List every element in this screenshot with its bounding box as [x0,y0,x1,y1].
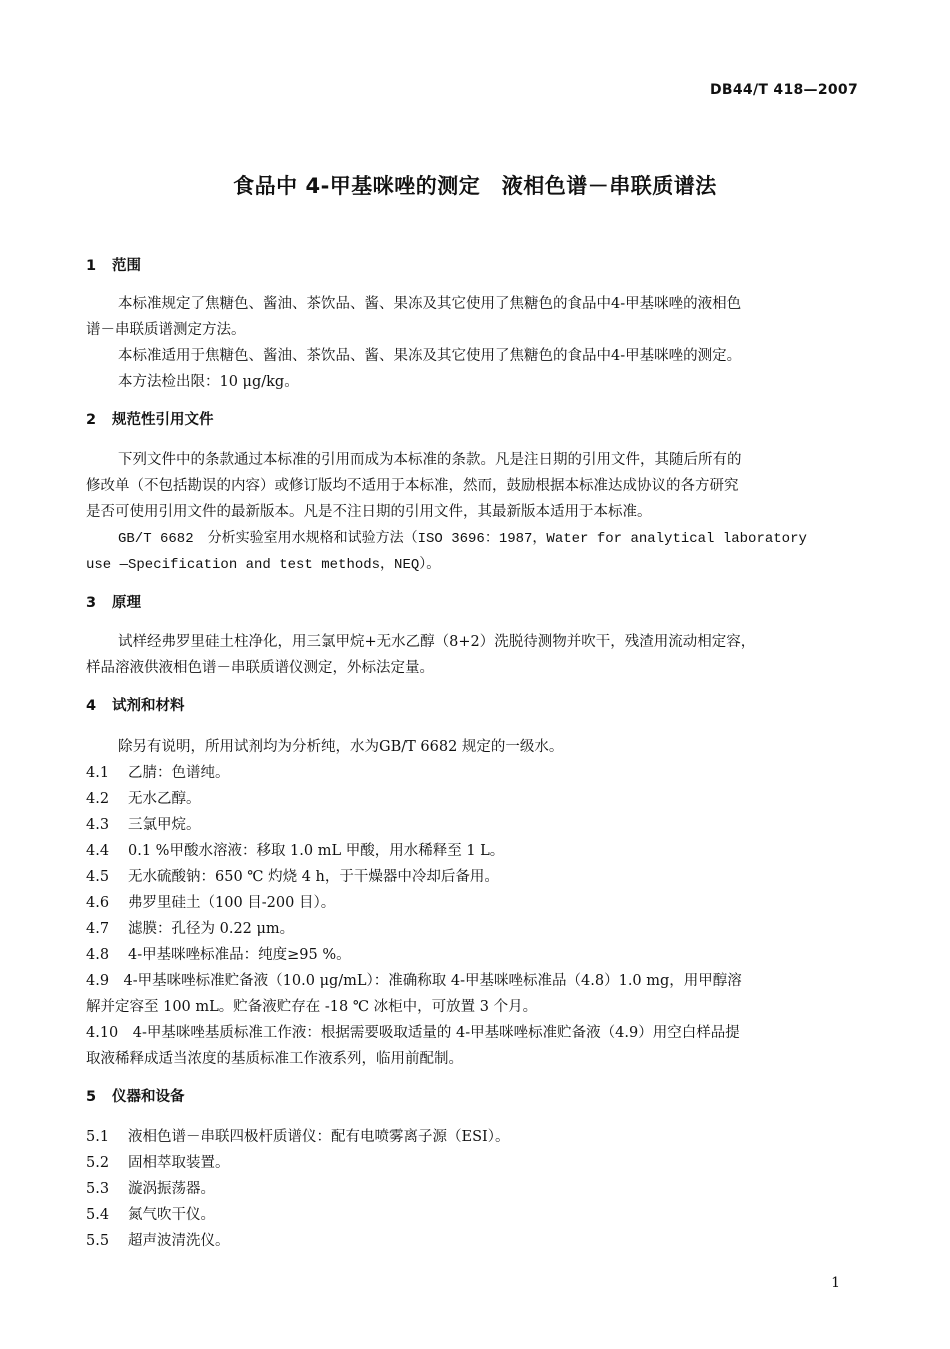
item-number: 5.3 [86,1181,110,1197]
list-item [86,813,201,834]
item-text: 超声波清洗仪。 [128,1233,230,1249]
list-item [86,865,499,886]
item-number: 4.5 [86,869,110,885]
list-item [86,839,504,860]
list-item [86,1151,230,1172]
item-number: 4.4 [86,843,110,859]
paragraph-line: 修改单（不包括勘误的内容）或修订版均不适用于本标准，然而，鼓励根据本标准达成协议的各方研究 [86,478,739,494]
list-item [86,1203,215,1224]
item-text: 氮气吹干仪。 [128,1207,215,1223]
section-heading [86,254,141,275]
section-number: 5 [86,1089,97,1105]
section-heading [86,694,185,715]
paragraph-line: 谱－串联质谱测定方法。 [86,322,246,338]
paragraph-line: 取液稀释成适当浓度的基质标准工作液系列，临用前配制。 [86,1051,463,1067]
section-number: 2 [86,412,97,428]
item-text: 三氯甲烷。 [128,817,201,833]
paragraph-line: 本方法检出限：10 μg/kg。 [118,374,299,390]
standard-code: DB44/T 418—2007 [710,82,858,98]
item-text: 弗罗里硅土（100 目-200 目）。 [128,895,336,911]
item-number: 4.2 [86,791,110,807]
item-number: 4.7 [86,921,110,937]
section-number: 4 [86,698,97,714]
section-number: 1 [86,258,97,274]
item-number: 4.6 [86,895,110,911]
paragraph-line: 解并定容至 100 mL。贮备液贮存在 -18 ℃ 冰柜中，可放置 3 个月。 [86,999,538,1015]
list-item [86,1229,230,1250]
paragraph-line: 本标准规定了焦糖色、酱油、茶饮品、酱、果冻及其它使用了焦糖色的食品中4-甲基咪唑的液相色 [118,296,742,312]
section-heading [86,591,141,612]
item-number: 5.2 [86,1155,110,1171]
item-text: 滤膜：孔径为 0.22 μm。 [128,921,295,937]
document-title: 食品中 4-甲基咪唑的测定 液相色谱－串联质谱法 [233,174,717,198]
list-item [86,917,294,938]
paragraph-line: 试样经弗罗里硅土柱净化，用三氯甲烷+无水乙醇（8+2）洗脱待测物并吹干，残渣用流动相定容， [118,634,756,650]
paragraph-line: 下列文件中的条款通过本标准的引用而成为本标准的条款。凡是注日期的引用文件，其随后所有的 [118,452,742,468]
list-item [86,943,351,964]
paragraph-line: 4.10 4-甲基咪唑基质标准工作液：根据需要吸取适量的 4-甲基咪唑标准贮备液（4.9）用空白样品提 [86,1025,740,1041]
reference-line: use —Specification and test methods，NEQ）。 [86,557,441,573]
section-title: 试剂和材料 [112,698,185,714]
list-item [86,1125,510,1146]
section-title: 规范性引用文件 [112,412,214,428]
item-number: 4.8 [86,947,110,963]
paragraph-line: 样品溶液供液相色谱－串联质谱仪测定，外标法定量。 [86,660,434,676]
reference-line: GB/T 6682 分析实验室用水规格和试验方法（ISO 3696：1987，Water for analytical laboratory [118,531,807,547]
item-number: 5.4 [86,1207,110,1223]
paragraph-line: 除另有说明，所用试剂均为分析纯，水为GB/T 6682 规定的一级水。 [118,739,564,755]
paragraph-line: 4.9 4-甲基咪唑标准贮备液（10.0 μg/mL）：准确称取 4-甲基咪唑标准品（4.8）1.0 mg，用甲醇溶 [86,973,742,989]
item-text: 固相萃取装置。 [128,1155,230,1171]
item-number: 4.3 [86,817,110,833]
item-number: 5.1 [86,1129,110,1145]
paragraph-line: 本标准适用于焦糖色、酱油、茶饮品、酱、果冻及其它使用了焦糖色的食品中4-甲基咪唑的测定。 [118,348,742,364]
list-item [86,891,335,912]
list-item [86,1177,215,1198]
paragraph-line: 是否可使用引用文件的最新版本。凡是不注日期的引用文件，其最新版本适用于本标准。 [86,504,652,520]
section-title: 范围 [112,258,141,274]
item-number: 4.1 [86,765,110,781]
item-text: 漩涡振荡器。 [128,1181,215,1197]
list-item [86,761,230,782]
item-text: 4-甲基咪唑标准品：纯度≥95 %。 [128,947,351,963]
item-text: 乙腈：色谱纯。 [128,765,230,781]
item-text: 无水硫酸钠：650 ℃ 灼烧 4 h，于干燥器中冷却后备用。 [128,869,499,885]
section-heading [86,408,214,429]
list-item [86,787,201,808]
section-heading [86,1085,185,1106]
page-number: 1 [831,1275,840,1291]
section-number: 3 [86,595,97,611]
item-text: 0.1 %甲酸水溶液：移取 1.0 mL 甲酸，用水稀释至 1 L。 [128,843,505,859]
item-text: 液相色谱－串联四极杆质谱仪：配有电喷雾离子源（ESI）。 [128,1129,510,1145]
section-title: 原理 [112,595,141,611]
section-title: 仪器和设备 [112,1089,185,1105]
item-text: 无水乙醇。 [128,791,201,807]
item-number: 5.5 [86,1233,110,1249]
